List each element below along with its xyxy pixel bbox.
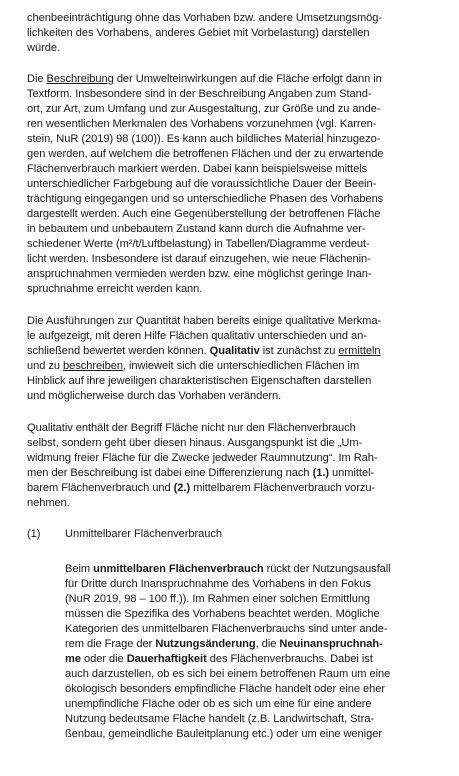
text-line: stein, NuR (2019) 98 (100)). Es kann auch bildliches Material hinzugezo- — [27, 133, 381, 145]
text-line: nehmen. — [27, 497, 70, 509]
underlined-term: ermitteln — [338, 345, 381, 357]
text-line: und möglicherweise durch das Vorhaben verändern. — [27, 390, 282, 402]
text-line: Hinblick auf ihre jeweiligen charakteristischen Eigenschaften darstellen — [27, 375, 372, 387]
bold-term: Qualitativ — [209, 345, 260, 357]
text-line: in bebautem und unbebautem Zustand kann durch die Aufnahme ver- — [27, 223, 366, 235]
text-line: unterschiedlicher Farbgebung auf die voraussichtliche Dauer der Beein- — [27, 178, 377, 190]
text-line: anspruchnahmen vermieden werden bzw. eine möglichst geringe Inan- — [27, 268, 372, 280]
text-line: Qualitativ enthält der Begriff Fläche nicht nur den Flächenverbrauch — [27, 422, 356, 434]
text-line: me oder die Dauerhaftigkeit des Flächenverbrauchs. Dabei ist — [65, 653, 373, 665]
text-line: und zu beschreiben, inwieweit sich die unterschiedlichen Flächen im — [27, 360, 360, 372]
section-title: Unmittelbarer Flächenverbrauch — [65, 528, 222, 540]
text-line: widmung freier Fläche für die Zwecke jedweder Raumnutzung“. Im Rah- — [27, 452, 378, 464]
text-line: barem Flächenverbrauch und (2.) mittelbarem Flächenverbrauch vorzu- — [27, 482, 376, 494]
text-line: gen werden, auf welchem die betroffenen Flächen und der zu erwartende — [27, 148, 384, 160]
text-line: Nutzung bedeutsame Fläche handelt (z.B. Landwirtschaft, Stra- — [65, 713, 374, 725]
text-line: schiedener Werte (m²/t/Luftbelastung) in Tabellen/Diagramme verdeut- — [27, 238, 370, 250]
text-line: unempfindliche Fläche oder ob es sich um eine für eine andere — [65, 698, 372, 710]
text-line: le aufgezeigt, mit deren Hilfe Flächen qualitativ unterschieden und an- — [27, 330, 367, 342]
text-line: schließend bewertet werden können. Qualitativ ist zunächst zu ermitteln — [27, 345, 381, 357]
text-line: rem die Frage der Nutzungsänderung, die Neuinanspruchnah- — [65, 638, 383, 650]
text-line: ren wesentlichen Merkmalen des Vorhabens vorzunehmen (vgl. Karren- — [27, 118, 377, 130]
text-line: men der Beschreibung ist dabei eine Differenzierung nach (1.) unmittel- — [27, 467, 375, 479]
text-line: licht werden. Insbesondere ist darauf einzugehen, wie neue Flächenin- — [27, 253, 371, 265]
text-line: würde. — [27, 42, 60, 54]
bold-term: unmittelbaren Flächenverbrauch — [93, 563, 264, 575]
bold-term: Nutzungsänderung — [155, 638, 256, 650]
text-line: trächtigung eingegangen und so unterschiedliche Phasen des Vorhabens — [27, 193, 384, 205]
underlined-term: Beschreibung — [46, 73, 114, 85]
bold-term: Dauerhaftigkeit — [126, 653, 207, 665]
text-line: lichkeiten des Vorhabens, anderes Gebiet mit Vorbelastung) darstellen — [27, 27, 370, 39]
text-line: müssen die Spezifika des Vorhabens beachtet werden. Mögliche — [65, 608, 380, 620]
text-line: Textform. Insbesondere sind in der Beschreibung Angaben zum Stand- — [27, 88, 372, 100]
section-number: (1) — [27, 528, 41, 540]
text-line: ßenbau, gemeindliche Bauleitplanung etc.) oder um eine weniger — [65, 728, 382, 740]
bold-term: Neuinanspruchnah- — [279, 638, 383, 650]
text-line: selbst, sondern geht über diesen hinaus. Ausgangspunkt ist die „Um- — [27, 437, 363, 449]
text-line: Beim unmittelbaren Flächenverbrauch rückt der Nutzungsausfall — [65, 563, 391, 575]
bold-term: me — [65, 653, 81, 665]
underlined-term: beschreiben — [63, 360, 123, 372]
text-line: für Dritte durch Inanspruchnahme des Vorhabens in den Fokus — [65, 578, 372, 590]
text-line: Kategorien des unmittelbaren Flächenverbrauchs sind unter ande- — [65, 623, 388, 635]
bold-term: (2.) — [173, 482, 191, 494]
text-line: (NuR 2019, 98 – 100 ff.)). Im Rahmen einer solchen Ermittlung — [65, 593, 371, 605]
bold-term: (1.) — [312, 467, 330, 479]
text-line: dargestellt werden. Auch eine Gegenüberstellung der betroffenen Fläche — [27, 208, 381, 220]
text-line: ökologisch besonders empfindliche Fläche handelt oder eine eher — [65, 683, 386, 695]
text-line: chenbeeinträchtigung ohne das Vorhaben bzw. andere Umsetzungsmög- — [27, 12, 383, 24]
text-line: Flächenverbrauch markiert werden. Dabei kann beispielsweise mittels — [27, 163, 368, 175]
text-line: spruchnahme erreicht werden kann. — [27, 283, 203, 295]
text-line: ort, zur Art, zum Umfang und zur Ausgestaltung, zur Größe und zu ande- — [27, 103, 381, 115]
text-line: auch darzustellen, ob es sich bei einem betroffenen Raum um eine — [65, 668, 391, 680]
text-line: Die Beschreibung der Umwelteinwirkungen auf die Fläche erfolgt dann in — [27, 73, 382, 85]
text-line: Die Ausführungen zur Quantität haben bereits einige qualitative Merkma- — [27, 315, 382, 327]
